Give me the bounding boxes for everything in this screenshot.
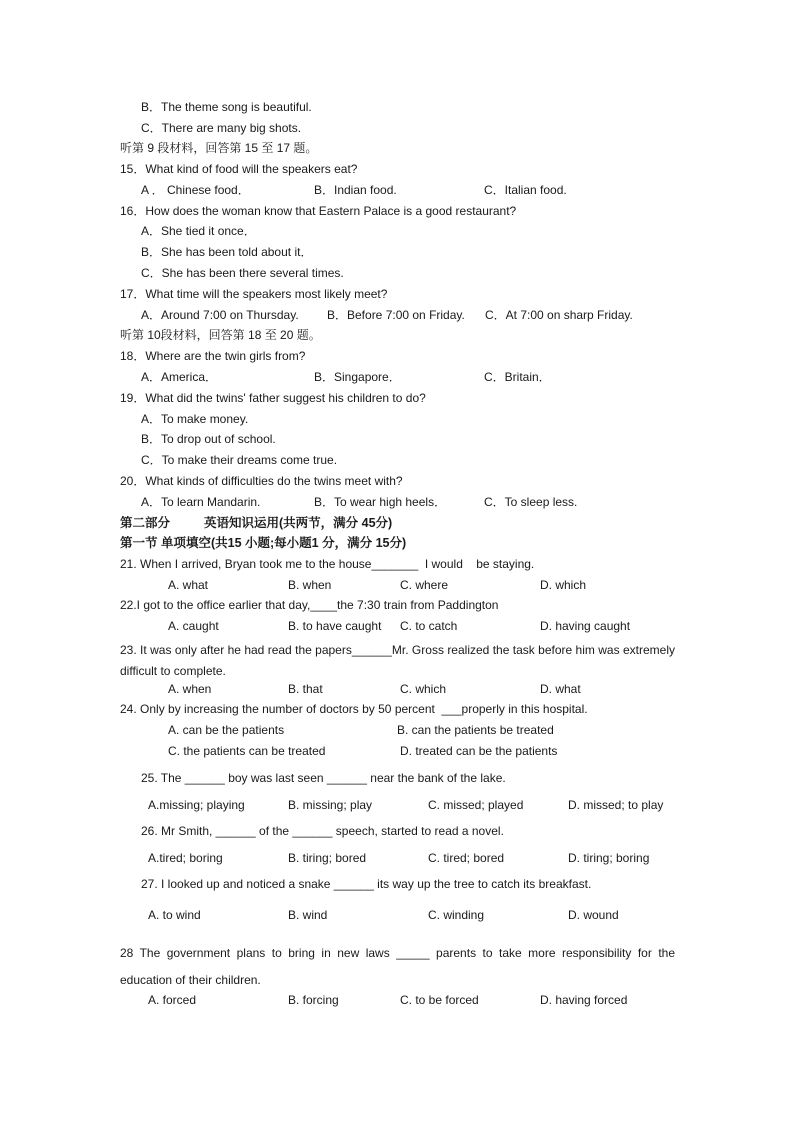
q21-option-d: D. which xyxy=(540,578,587,592)
section-instruction-9: 听第 9 段材料，回答第 15 至 17 题。 xyxy=(120,141,318,155)
q27-option-d: D. wound xyxy=(568,908,619,922)
question-26: 26. Mr Smith, ______ of the ______ speech, started to read a novel. xyxy=(141,824,504,838)
q18-option-b: B．Singapore． xyxy=(314,370,401,384)
q18-option-a: A．America． xyxy=(141,370,218,384)
q24-option-d: D. treated can be the patients xyxy=(400,744,558,758)
question-20: 20．What kinds of difficulties do the twins meet with? xyxy=(120,474,403,488)
q23-option-a: A. when xyxy=(168,682,212,696)
q15-option-a: A ． Chinese food． xyxy=(141,183,250,197)
q19-option-c: C．To make their dreams come true. xyxy=(141,453,338,467)
q26-option-b: B. tiring; bored xyxy=(288,851,367,865)
q14-option-c: C．There are many big shots. xyxy=(141,121,302,135)
q25-option-c: C. missed; played xyxy=(428,798,524,812)
q19-option-b: B．To drop out of school. xyxy=(141,432,276,446)
question-19: 19．What did the twins' father suggest his children to do? xyxy=(120,391,426,405)
q28-option-c: C. to be forced xyxy=(400,993,479,1007)
q17-option-a: A．Around 7:00 on Thursday. xyxy=(141,308,299,322)
section-instruction-10: 听第 10段材料，回答第 18 至 20 题。 xyxy=(120,328,321,342)
q15-option-b: B．Indian food. xyxy=(314,183,397,197)
q21-option-c: C. where xyxy=(400,578,449,592)
q23-option-c: C. which xyxy=(400,682,447,696)
q20-option-a: A．To learn Mandarin. xyxy=(141,495,261,509)
q24-option-b: B. can the patients be treated xyxy=(397,723,554,737)
q28-option-d: D. having forced xyxy=(540,993,628,1007)
q16-option-b: B．She has been told about it． xyxy=(141,245,313,259)
q22-option-b: B. to have caught xyxy=(288,619,382,633)
part-two-heading: 第二部分 xyxy=(120,516,171,530)
q27-option-c: C. winding xyxy=(428,908,485,922)
q28-option-b: B. forcing xyxy=(288,993,339,1007)
q28-option-a: A. forced xyxy=(148,993,197,1007)
q26-option-a: A.tired; boring xyxy=(148,851,223,865)
question-17: 17．What time will the speakers most likely meet? xyxy=(120,287,388,301)
q23-option-b: B. that xyxy=(288,682,323,696)
question-25: 25. The ______ boy was last seen ______ near the bank of the lake. xyxy=(141,771,506,785)
q21-option-a: A. what xyxy=(168,578,209,592)
q26-option-d: D. tiring; boring xyxy=(568,851,650,865)
q24-option-a: A. can be the patients xyxy=(168,723,285,737)
q14-option-b: B．The theme song is beautiful. xyxy=(141,100,312,114)
question-24: 24. Only by increasing the number of doctors by 50 percent ___properly in this hospital. xyxy=(120,702,588,716)
q25-option-a: A.missing; playing xyxy=(148,798,245,812)
q16-option-a: A．She tied it once． xyxy=(141,224,256,238)
q21-option-b: B. when xyxy=(288,578,332,592)
q19-option-a: A．To make money. xyxy=(141,412,249,426)
q26-option-c: C. tired; bored xyxy=(428,851,505,865)
q20-option-b: B．To wear high heels． xyxy=(314,495,447,509)
q25-option-b: B. missing; play xyxy=(288,798,373,812)
question-16: 16．How does the woman know that Eastern Palace is a good restaurant? xyxy=(120,204,517,218)
question-22: 22.I got to the office earlier that day,____the 7:30 train from Paddington xyxy=(120,598,499,612)
q16-option-c: C．She has been there several times. xyxy=(141,266,344,280)
part-two-title: 英语知识运用(共两节，满分 45分) xyxy=(204,516,393,530)
question-21: 21. When I arrived, Bryan took me to the house_______ I would be staying. xyxy=(120,557,535,571)
q22-option-d: D. having caught xyxy=(540,619,631,633)
q24-option-c: C. the patients can be treated xyxy=(168,744,326,758)
q27-option-b: B. wind xyxy=(288,908,328,922)
q17-option-b: B．Before 7:00 on Friday. xyxy=(327,308,465,322)
q20-option-c: C．To sleep less. xyxy=(484,495,578,509)
section-one-heading: 第一节 单项填空(共15 小题;每小题1 分，满分 15分) xyxy=(120,536,407,550)
q25-option-d: D. missed; to play xyxy=(568,798,664,812)
q23-option-d: D. what xyxy=(540,682,581,696)
q22-option-a: A. caught xyxy=(168,619,219,633)
question-27: 27. I looked up and noticed a snake ______ its way up the tree to catch its breakfast. xyxy=(141,877,592,891)
question-28: 28 The government plans to bring in new laws _____ parents to take more responsibility for the education of their children. xyxy=(120,946,675,987)
q18-option-c: C．Britain． xyxy=(484,370,551,384)
q17-option-c: C．At 7:00 on sharp Friday. xyxy=(485,308,633,322)
q27-option-a: A. to wind xyxy=(148,908,201,922)
question-18: 18．Where are the twin girls from? xyxy=(120,349,306,363)
question-23: 23. It was only after he had read the papers______Mr. Gross realized the task before him was extremely difficult to complete. xyxy=(120,643,675,678)
q15-option-c: C．Italian food. xyxy=(484,183,567,197)
q22-option-c: C. to catch xyxy=(400,619,458,633)
question-15: 15．What kind of food will the speakers eat? xyxy=(120,162,358,176)
